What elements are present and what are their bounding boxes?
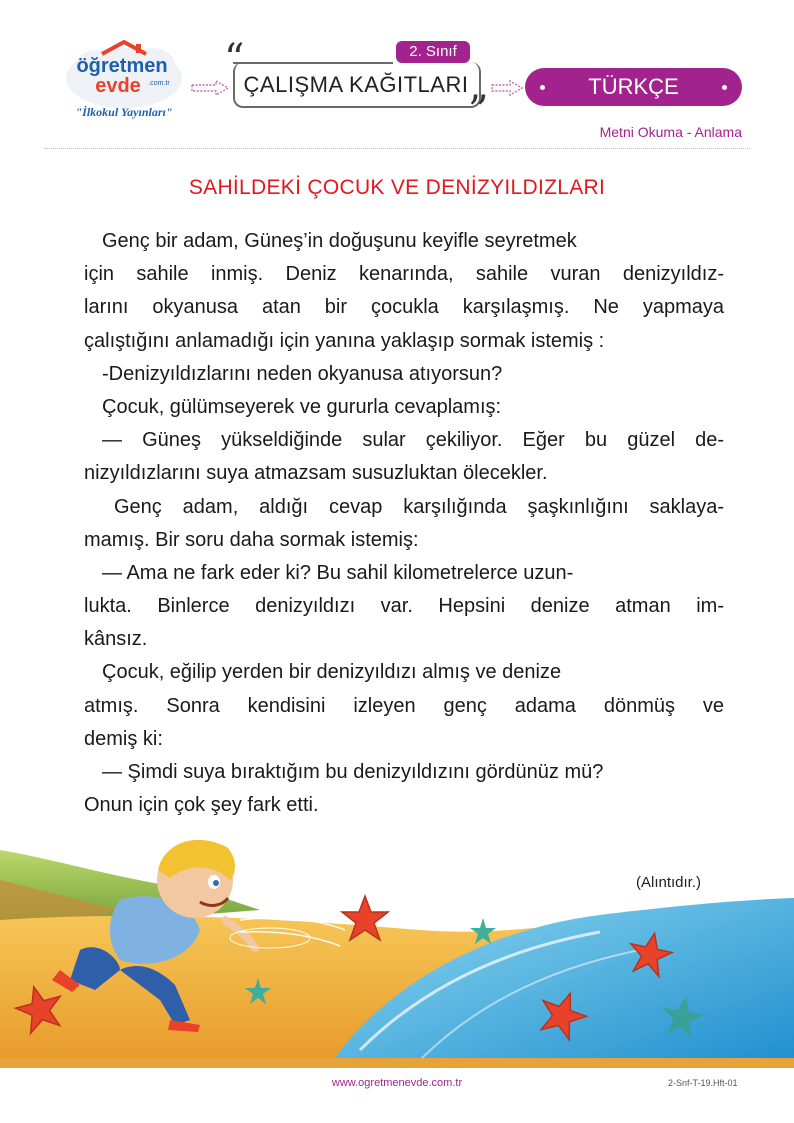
- grade-badge: 2. Sınıf: [396, 41, 470, 63]
- story-line: -Denizyıldızlarını neden okyanusa atıyorsun?: [102, 362, 503, 385]
- source-note: (Alıntıdır.): [636, 874, 702, 891]
- story-line: larını okyanusa atan bir çocukla karşılaşmış. Ne yapmaya: [84, 296, 724, 319]
- close-quote-mark: ”: [468, 88, 489, 134]
- story-line: lukta. Binlerce denizyıldızı var. Hepsini denize atman im-: [84, 595, 724, 618]
- story-line: — Şimdi suya bıraktığım bu denizyıldızını gördünüz mü?: [102, 761, 604, 783]
- worksheet-title: ÇALIŞMA KAĞITLARI: [243, 72, 469, 97]
- story-line: nizyıldızlarını suya atmazsam susuzluktan ölecekler.: [84, 462, 548, 485]
- story-line: — Güneş yükseldiğinde sular çekiliyor. Eğer bu güzel de-: [102, 429, 724, 452]
- open-quote-mark: “: [224, 36, 245, 82]
- story-line: için sahile inmiş. Deniz kenarında, sahile vuran denizyıldız-: [84, 263, 724, 286]
- story-line: Onun için çok şey fark etti.: [84, 794, 319, 817]
- publisher-logo: [62, 40, 192, 124]
- logo-tagline: "İlkokul Yayınları": [75, 105, 173, 119]
- footer-code: 2-Snf-T-19.Hft-01: [668, 1078, 738, 1088]
- story-line: — Ama ne fark eder ki? Bu sahil kilometrelerce uzun-: [102, 561, 574, 584]
- subject-pill: TÜRKÇE: [525, 68, 742, 106]
- worksheet-title-frame-top: [233, 62, 393, 64]
- story-line: atmış. Sonra kendisini izleyen genç adama dönmüş ve: [84, 694, 724, 717]
- story-line: çalıştığını anlamadığı için yanına yaklaşıp sormak istemiş :: [84, 329, 605, 352]
- logo-domain: .com.tr: [148, 80, 170, 87]
- story-line: Çocuk, gülümseyerek ve gururla cevaplamış:: [102, 395, 502, 418]
- footer-url[interactable]: www.ogretmenevde.com.tr: [331, 1077, 463, 1089]
- header-divider: [44, 148, 750, 149]
- story-line: Genç adam, aldığı cevap karşılığında şaşkınlığını saklaya-: [114, 495, 724, 518]
- beach-illustration: [0, 820, 794, 1080]
- story-title: SAHİLDEKİ ÇOCUK VE DENİZYILDIZLARI: [188, 176, 606, 199]
- decorative-arrow-icon: [190, 80, 230, 96]
- story-body: [84, 225, 724, 822]
- decorative-arrow-icon: [490, 80, 524, 96]
- pill-dot-icon: [540, 85, 545, 90]
- story-line: demiş ki:: [84, 727, 163, 750]
- story-line: Çocuk, eğilip yerden bir denizyıldızı almış ve denize: [102, 661, 562, 684]
- story-line: Genç bir adam, Güneş’in doğuşunu keyifle seyretmek: [102, 230, 577, 252]
- section-subtitle: Metni Okuma - Anlama: [599, 124, 742, 140]
- logo-brand-line1: öğretmen: [76, 55, 168, 77]
- story-line: kânsız.: [84, 628, 148, 651]
- logo-brand-line2: evde: [95, 75, 141, 97]
- pill-dot-icon: [722, 85, 727, 90]
- story-line: mamış. Bir soru daha sormak istemiş:: [84, 528, 419, 551]
